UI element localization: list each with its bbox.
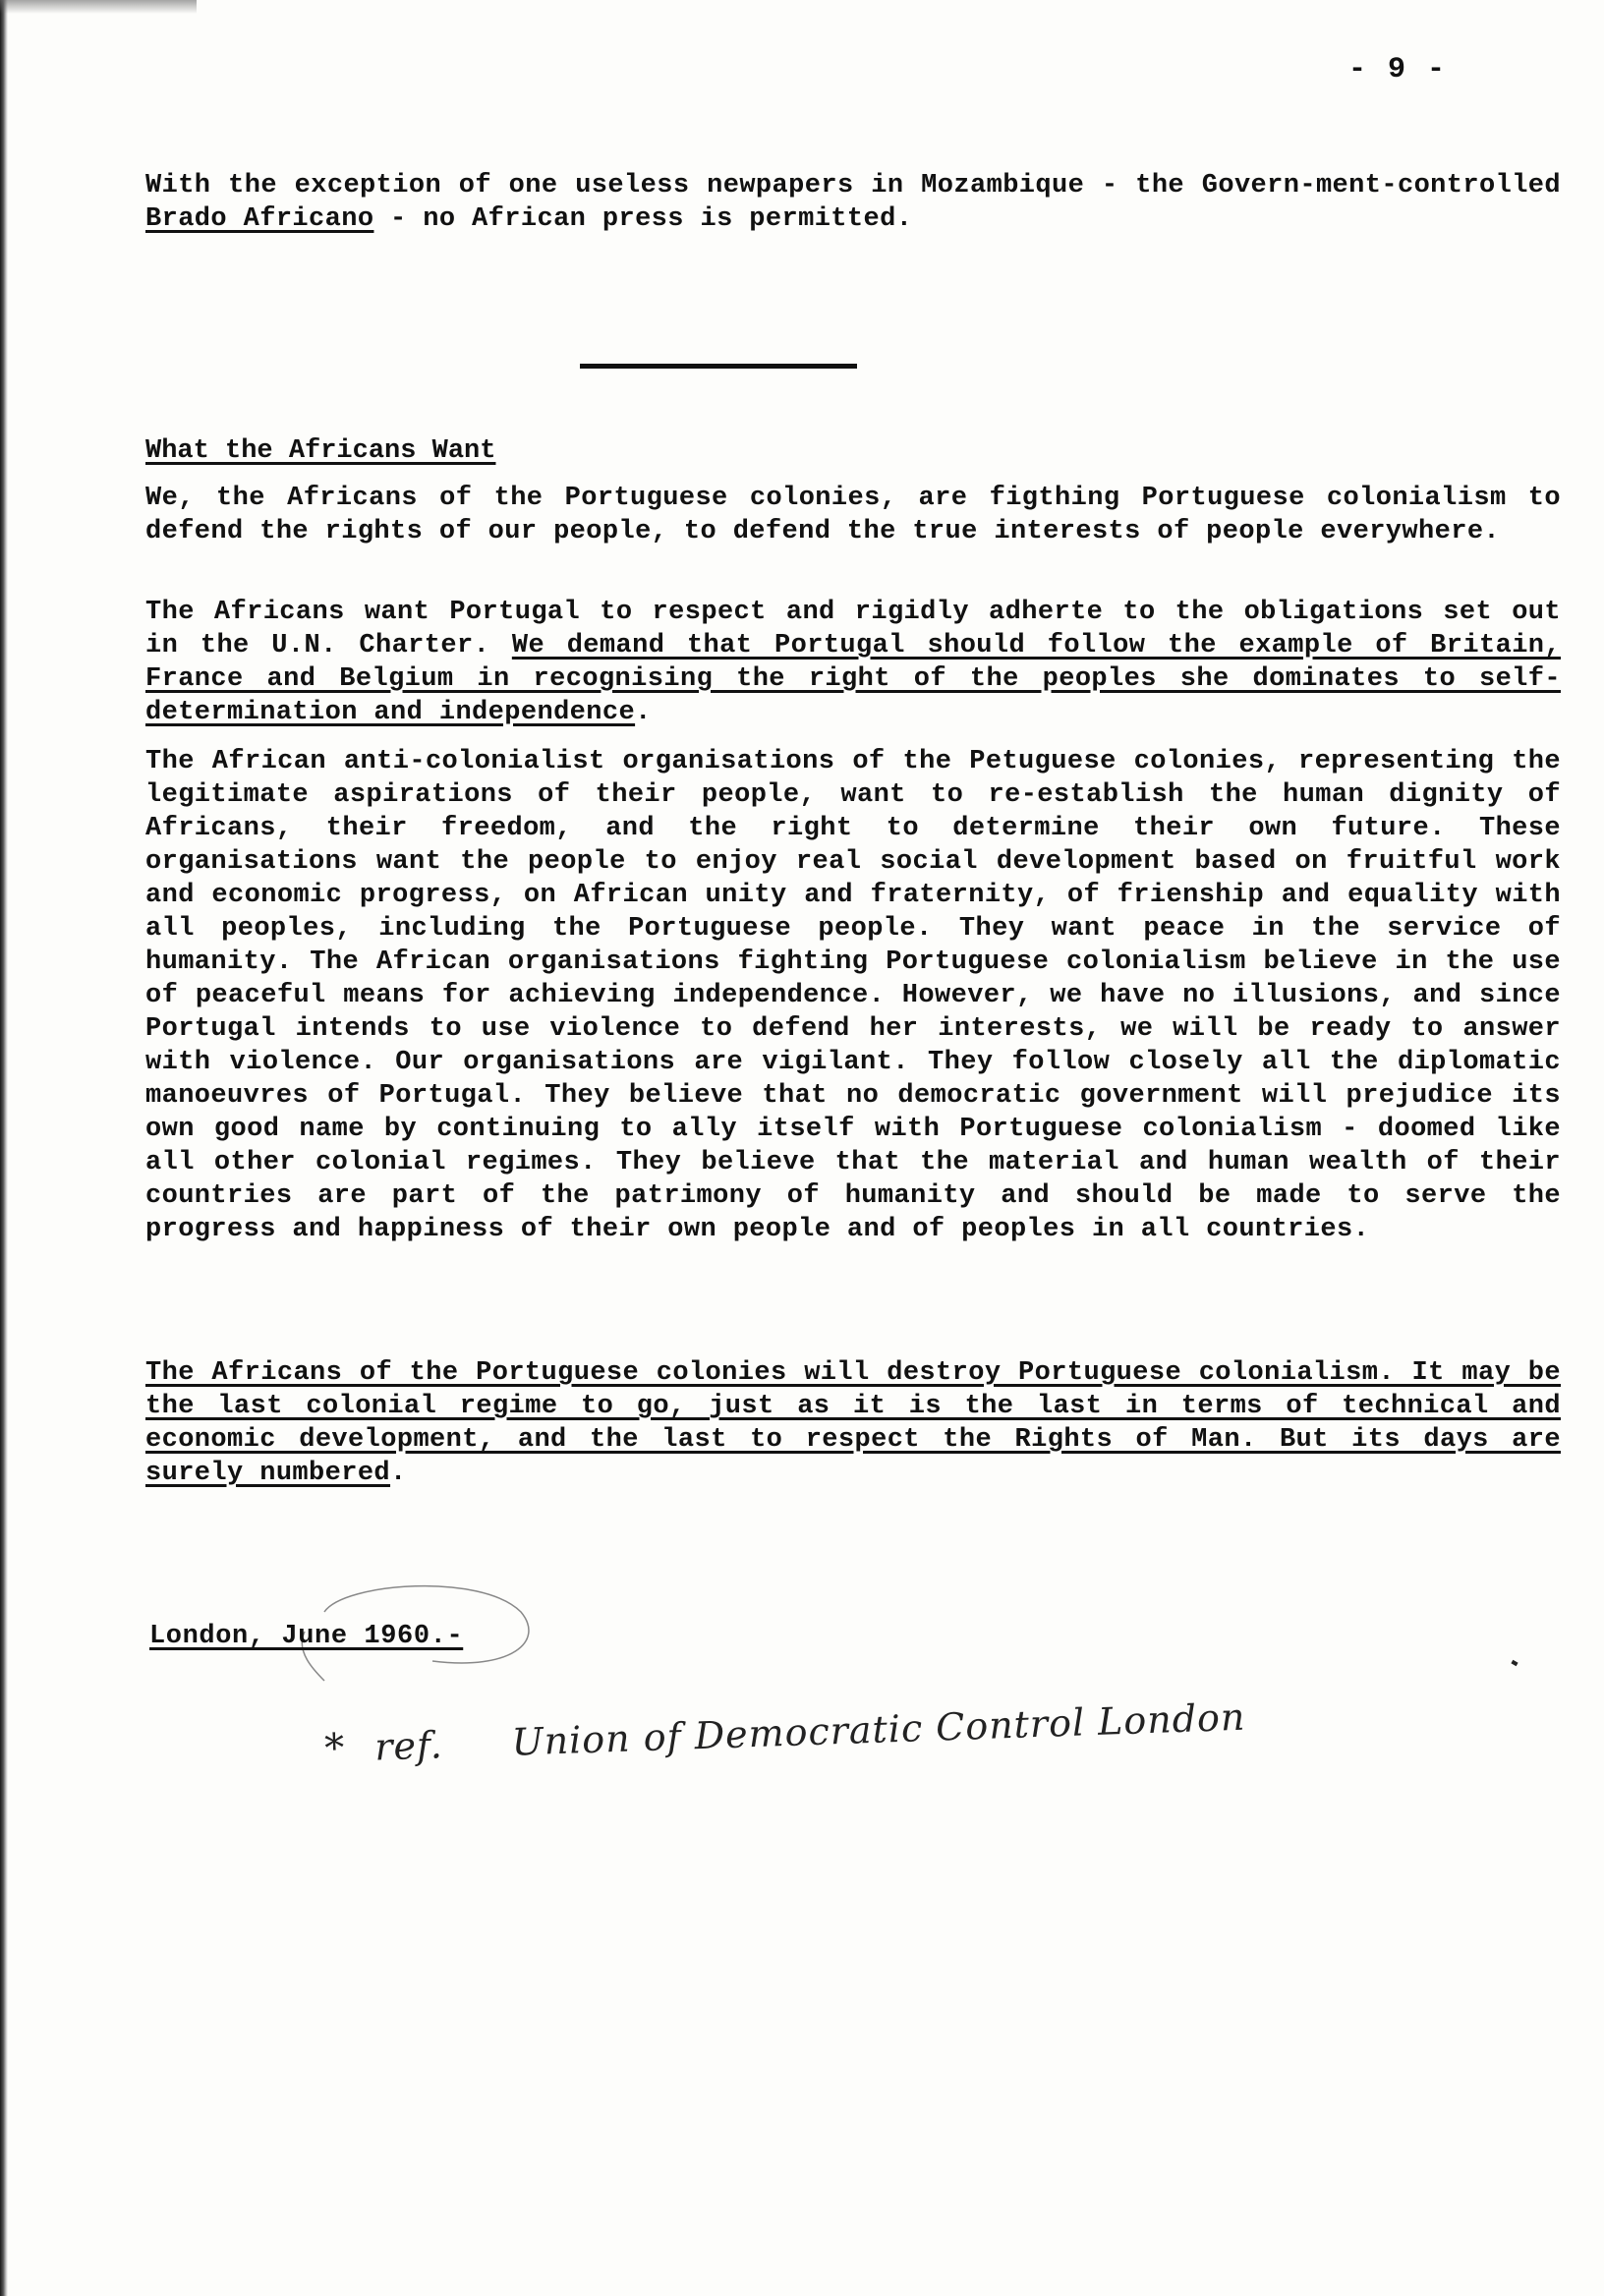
paragraph-un-charter-plain: The Africans want Portugal to respect and rigidly adherte to the obligations set out in the U.N. Charter. [145,598,1561,660]
place-date-text: London, June 1960.- [149,1622,464,1651]
page-number: - 9 - [1348,53,1448,86]
scan-top-edge [0,0,197,14]
handwritten-text: Union of Democratic Control London [510,1694,1247,1764]
paragraph-conclusion [145,1356,1561,1490]
paragraph-conclusion-underlined: The Africans of the Portuguese colonies will destroy Portuguese colonialism. It may be the last colonial regime to go, just as it is the last in terms of technical and economic development, and the last to respect the Rights of Man. But its days are surely numbered [145,1358,1561,1488]
paragraph-we-the-africans: We, the Africans of the Portuguese colonies, are figthing Portuguese colonialism to defend the rights of our people, to defend the true interests of people everywhere. [145,484,1561,546]
paragraph-conclusion-end: . [390,1459,407,1488]
intro-paragraph [145,169,1561,236]
ink-speck [1511,1660,1518,1666]
handwritten-ref: ref. [373,1723,444,1769]
paragraph-un-charter [145,596,1561,729]
paragraph-un-charter-end: . [635,698,652,727]
paragraph-un-charter-demand: We demand that Portugal should follow the example of Britain, France and Belgium in recognising the right of the peoples she dominates to self-determination and independence [145,631,1562,727]
newspaper-name: Brado Africano [145,204,374,234]
section-divider [580,364,857,369]
handwritten-star: * [323,1725,347,1772]
intro-text-start: With the exception of one useless newpapers in Mozambique - the Govern-ment-controlled [145,171,1561,201]
section-heading: What the Africans Want [145,436,496,466]
place-and-date [149,1622,463,1651]
intro-text-end: - no African press is permitted. [373,204,913,234]
paragraph-organisations: The African anti-colonialist organisations of the Petuguese colonies, representing the legitimate aspirations of their people, want to re-establish the human dignity of Africans, their freedom, and the right to determine their own future. These organisations want the people to enjoy real social development based on fruitful work and economic progress, on African unity and fraternity, of frienship and equality with all peoples, including the Portuguese people. They want peace in the service of humanity. The African organisations fighting Portuguese colonialism believe in the use of peaceful means for achieving independence. However, we have no illusions, and since Portugal intends to use violence to defend her interests, we will be ready to answer with violence. Our organisations are vigilant. They follow closely all the diplomatic manoeuvres of Portugal. They believe that no democratic government will prejudice its own good name by continuing to ally itself with Portuguese colonialism - doomed like all other colonial regimes. They believe that the material and human wealth of their countries are part of the patrimony of humanity and should be made to serve the progress and happiness of their own people and of peoples in all countries. [145,747,1561,1244]
handwritten-note [323,1694,1246,1772]
scan-left-edge [0,0,8,2296]
